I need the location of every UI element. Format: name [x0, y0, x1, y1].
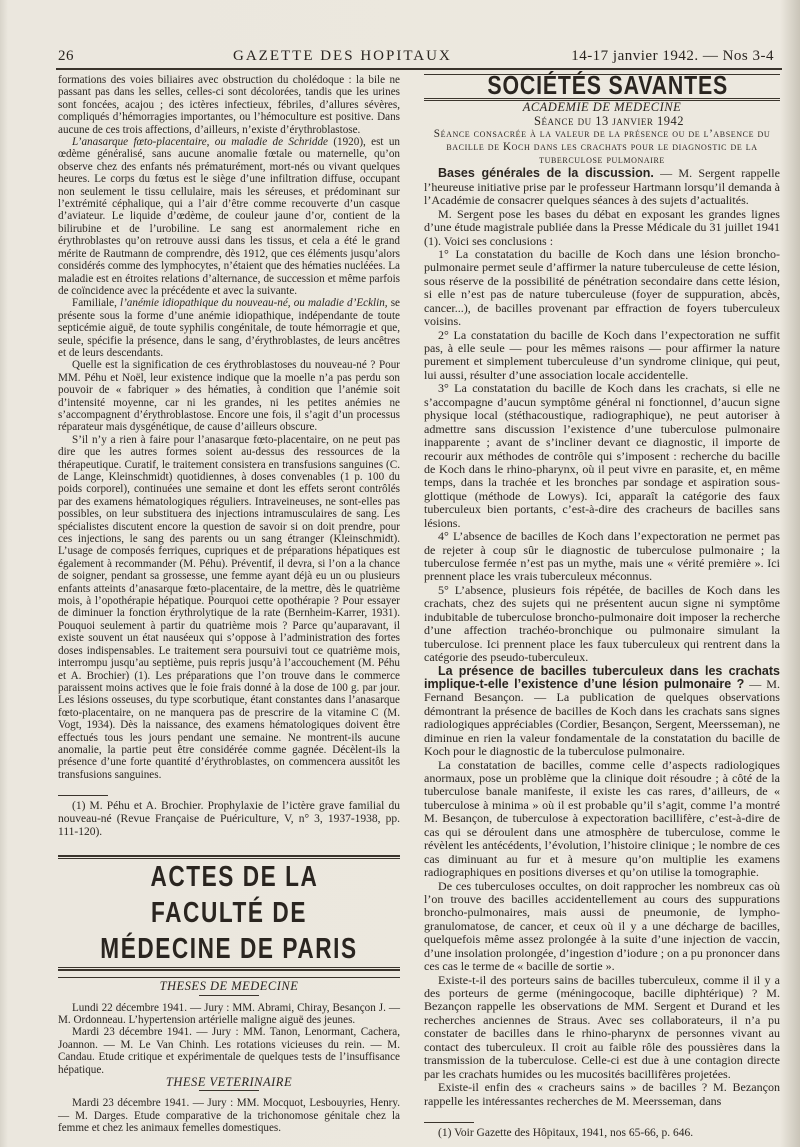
seance-date: Séance du 13 janvier 1942 — [534, 113, 684, 128]
theses-veterinary-heading: THESE VETERINAIRE — [165, 1075, 293, 1089]
paragraph: 5° L’absence, plusieurs fois répétée, de bacilles de Koch dans les crachats, chez des sujets qui ne présentent aucun signe ni symptôme indubitable de tuberculose broncho-pulmonaire doit imposer la recherche d’une affection trachéo-bronchique ou pulmonaire simulant la tuberculose. Ici prennent place les faux tuberculeux qui rentrent dans la catégorie des pseudo-tuberculeux. — [424, 582, 780, 665]
divider — [199, 995, 259, 996]
paragraph: 1° La constatation du bacille de Koch dans une lésion broncho-pulmonaire permet seule d’affirmer la nature tuberculeuse de cette lésion, sous réserve de la possibilité de pénétration secondaire dans cette lésion, si elle n’est pas de nature tuberculeuse (foyer de suppuration, abcès, cancer...), de bacilles provenant par effraction de foyers tuberculeux voisins. — [424, 246, 780, 329]
footnote: (1) M. Péhu et A. Brochier. Prophylaxie de l’ictère grave familial du nouveau-né (Revue Française de Puériculture, V, n° 3, 1937-1938, pp. 111-120). — [58, 800, 400, 839]
paragraph: Existe-il enfin des « cracheurs sains » de bacilles ? M. Bezançon rappelle les intéressantes recherches de M. Meersseman, dans — [424, 1080, 780, 1108]
paragraph: S’il n’y a rien à faire pour l’anasarque fœto-placentaire, on ne peut pas dire que les autres formes soient au-dessus des ressources de la thérapeutique. Curatif, le traitement consistera en transfusions sanguines (C. de Lange, Kleinschmidt) quotidiennes, à doses convenables (1 p. 100 du poids corporel), continuées une semaine et dont les effets seront contrôlés par des examens hématologiques réguliers. Intraveineuses, ne sont-elles pas possibles, on leur substituera des injections intramusculaires de sang. Les spécialistes discutent encore la question de savoir si on doit prendre, pour ces injections, le sang des parents ou un sang étranger (Kleinschmidt). L’usage de composés ferriques, cupriques et de préparations hépatiques est également à recommander (M. Péhu). Préventif, il devra, si l’on a la chance de soigner, pendant sa grossesse, une femme ayant déjà eu un ou plusieurs enfants atteints d’anasarque fœto-placentaire, de la mettre, dès le quatrième mois, à l’opothérapie hépatique. Pourquoi cette opothérapie ? Pour essayer de diminuer la fonction érythrolytique de la rate (Bernheim-Karrer, 1931). Pouquoi seulement à partir du quatrième mois ? Parce qu’auparavant, il existe souvent un état nauséeux qui s’oppose à l’administration des fortes doses indispensables. Le traitement sera poursuivi tout ce quatrième mois, interrompu jusqu’au septième, puis repris jusqu’à l’accouchement (M. Péhu et A. Brochier) (1). Les préparations que l’on trouve dans le commerce paraissent moins actives que le foie frais donné à la dose de 100 g. par jour. Les lésions osseuses, du type scorbutique, étant constantes dans l’anasarque fœto-placentaire, on ne manquera pas de prescrire de la vitamine C (M. Vogt, 1934). Dès la naissance, des examens hématologiques doivent être effectués tous les jours pendant une semaine. Ne montrent-ils aucune anomalie, la partie peut être considérée comme gagnée. Décèlent-ils la présence d’une forte quantité d’érythroblastes, on commencera aussitôt les transfusions sanguines. — [58, 433, 400, 781]
paragraph: L’anasarque fœto-placentaire, ou maladie de Schridde (1920), est un œdème généralisé, sans aucune anomalie fœtale ou maternelle, qu’on observe chez des enfants nés prématurément, mort-nés ou vivant quelques heures. Le corps du fœtus est le siège d’une infiltration diffuse, occupant non seulement le tissu cellulaire, mais les séreuses, et prédominant sur l’extrémité céphalique, qui a l’air d’être comme recouverte d’un casque d’aviateur. Le liquide d’œdème, de couleur jaune d’or, contient de la bilirubine et de l’urobiline. Le sang est anormalement riche en érythroblastes qu’on retrouve aussi dans les tissus, et cela a été le grand mérite de Rautmann de comprendre, dès 1912, que ces éléments jusqu’alors considérés comme des lymphocytes, n’étaient que des hématies nucléées. La maladie est en étroites relations d’alternance, de succession et même parfois de coïncidence avec la précédente et avec la suivante. — [58, 136, 401, 297]
theses-heading: THESES DE MEDECINE — [159, 979, 299, 994]
paragraph: 4° L’absence de bacilles de Koch dans l’expectoration ne permet pas de rejeter à coup sûr le diagnostic de tuberculose pulmonaire ; la tuberculose fermée n’est pas un mythe, mais une « vérité première ». Ici prennent place les vrais tuberculeux méconnus. — [424, 529, 780, 584]
right-column — [424, 70, 780, 1140]
academy-heading: ACADEMIE DE MEDECINE — [522, 100, 682, 115]
thesis-entry: Lundi 22 décembre 1941. — Jury : MM. Abrami, Chiray, Besançon J. — M. Ordonneau. L’hypertension artérielle maligne aiguë des jeunes. — [58, 1001, 400, 1026]
faculty-banner — [58, 855, 400, 971]
divider — [58, 977, 400, 978]
paragraph: Quelle est la signification de ces érythroblastoses du nouveau-né ? Pour MM. Péhu et Noël, leur existence indique que la moelle n’a pas perdu son pouvoir de « fabriquer » des hématies, à condition que l’anémie soit d’intensité moyenne, car ni les grandes, ni les petites anémies ne s’accompagnent d’érythroblastose. Encore une fois, il s’agit d’un processus réparateur mais dysgénétique, de cause d’ailleurs obscure. — [58, 359, 400, 434]
footnote-rule — [58, 795, 108, 796]
seance-subject: Séance consacrée à la valeur de la présence ou de l’absence du bacille de Koch dans les crachats pour le diagnostic de la tuberculose pulmonaire — [433, 128, 771, 167]
journal-title: GAZETTE DES HOPITAUX — [233, 48, 452, 64]
paragraph: De ces tuberculoses occultes, on doit rapprocher les nombreux cas où l’on trouve des bacilles accidentellement au cours des suppurations broncho-pulmonaires, mais aussi de pneumonie, de lympho-granulomatose, de cancer, et ceux où il y a une décharge de bacilles, quelquefois même assez prolongée à la suite d’une injection de vaccin, d’une insolation prolongée, d’ingestion d’iodure ; on a pu prononcer dans ces cas le terme de « bacille de sortie ». — [424, 878, 780, 974]
paragraph: La constatation de bacilles, comme celle d’aspects radiologiques anormaux, pose un problème que la clinique doit résoudre ; à côté de la tuberculose banale manifeste, il existe les cas rares, d’ailleurs, de « tuberculose à minima » où il est probable qu’il s’agit, comme l’a montré M. Besançon, de tuberculose à expectoration bacillifère, c’est-à-dire de cas qui se déroulent dans une atmosphère de tuberculose, comme le révèlent les antécédents, l’évolution, l’histoire clinique ; le nombre de ces cas diminuant au fur et à mesure qu’on multiplie les examens radiographiques en positions diverses et qu’on utilise la tomographie. — [424, 757, 780, 880]
page-number: 26 — [58, 48, 74, 64]
thesis-entry: Mardi 23 décembre 1941. — Jury : MM. Mocquot, Lesbouyries, Henry. — M. Darges. Etude comparative de la trichonomose génitale chez la femme et chez les animaux femelles domestiques. — [58, 1097, 400, 1135]
paragraph: 2° La constatation du bacille de Koch dans l’expectoration ne suffit pas, à elle seule — pour les mêmes raisons — pour affirmer la nature purement et simplement tuberculeuse d’un syndrome clinique, qui peut, lui aussi, résulter d’une association locale accidentelle. — [424, 327, 780, 382]
paragraph: M. Sergent pose les bases du débat en exposant les grandes lignes d’une étude magistrale publiée dans la Presse Médicale du 31 juillet 1941 (1). Voici ses conclusions : — [424, 206, 780, 248]
faculty-title: ACTES DE LA FACULTÉ DE MÉDECINE DE PARIS — [100, 861, 358, 966]
paragraph: Familiale, l’anémie idiopathique du nouveau-né, ou maladie d’Ecklin, se présente sous la forme d’une anémie idiopathique, indépendante de toute septicémie aiguë, de toute syphilis congénitale, de toute hémorragie et que, seule, spécifie la présence, dans le sang, d’érythroblastes, de leurs ancêtres et de leurs descendants. — [58, 297, 400, 359]
thesis-entry: Mardi 23 décembre 1941. — Jury : MM. Tanon, Lenormant, Cachera, Joannon. — M. Le Van Chinh. Les rotations vicieuses du rein. — M. Candau. Etude critique et expérimentale de quelques tests de l’insuffisance hépatique. — [58, 1026, 400, 1076]
footnote-rule — [424, 1122, 474, 1123]
issue-date: 14-17 janvier 1942. — Nos 3-4 — [571, 48, 774, 64]
left-column — [58, 74, 400, 1135]
divider — [199, 1090, 259, 1091]
paragraph: 3° La constatation du bacille de Koch dans les crachats, si elle ne s’accompagne d’aucun symptôme général ni fonctionnel, d’aucun signe physique local (stéthacoustique, radiographique), ne peut autoriser à admettre sans discussion l’existence d’une tuberculose pulmonaire inapparente ; avant de s’incliner devant ce diagnostic, il importe de recourir aux méthodes de contrôle qui s’imposent : recherche du bacille de Koch dans le rhino-pharynx, où il peut vivre en parasite, et, en même temps, dans la trachée et les bronches par sondage et aspiration sous-glottique (méthode de Lowys). Ici, apparaît la catégorie des faux tuberculeux bien portants, c’est-à-dire des cracheurs de bacilles sans lésions. — [424, 381, 780, 530]
paragraph: Bases générales de la discussion. — M. Sergent rappelle l’heureuse initiative prise par le professeur Hartmann lorsqu’il demanda à l’Académie de consacrer quelques séances à des sujets d’actualités. — [424, 166, 780, 208]
paragraph: Existe-t-il des porteurs sains de bacilles tuberculeux, comme il il y a des porteurs de germe (méningocoque, bacille diphtérique) ? M. Bezançon rappelle les observations de MM. Sergent et Durand et les recherches anciennes de Straus. Avec ses collaborateurs, il n’a pu constater de bacilles dans le rhino-pharynx de personnes vivant au contact des tuberculeux. Il croit au faible rôle des poussières dans la transmission de la tuberculose. Celle-ci est due à une contagion directe par les crachats humides ou les mucosités bacillifères projetées. — [424, 972, 780, 1081]
paragraph: formations des voies biliaires avec obstruction du cholédoque : la bile ne passant pas dans les selles, celles-ci sont décolorées, tandis que les urines sont foncées, acajou ; des ictères infectieux, fébriles, d’allures sévères, compliqués d’hémorragies importantes, ou l’hémoculture est positive. Dans aucune de ces trois affections, d’ailleurs, n’existe d’érythroblastose. — [58, 74, 400, 136]
societes-title: SOCIÉTÉS SAVANTES — [487, 70, 729, 100]
page-header — [58, 44, 780, 68]
paragraph: La présence de bacilles tuberculeux dans les crachats implique-t-elle l’existence d’une lésion pulmonaire ? — M. Fernand Besançon. — La publication de quelques observations démontrant la présence de bacilles de Koch dans les crachats sans signes radiologiques appréciables (Cordier, Besançon, Sergent, Meersseman), ne diminue en rien la valeur fondamentale de la constatation du bacille de Koch pour le diagnostic de la tuberculose pulmonaire. — [424, 663, 780, 759]
footnote: (1) Voir Gazette des Hôpitaux, 1941, nos 65-66, p. 646. — [438, 1126, 694, 1139]
